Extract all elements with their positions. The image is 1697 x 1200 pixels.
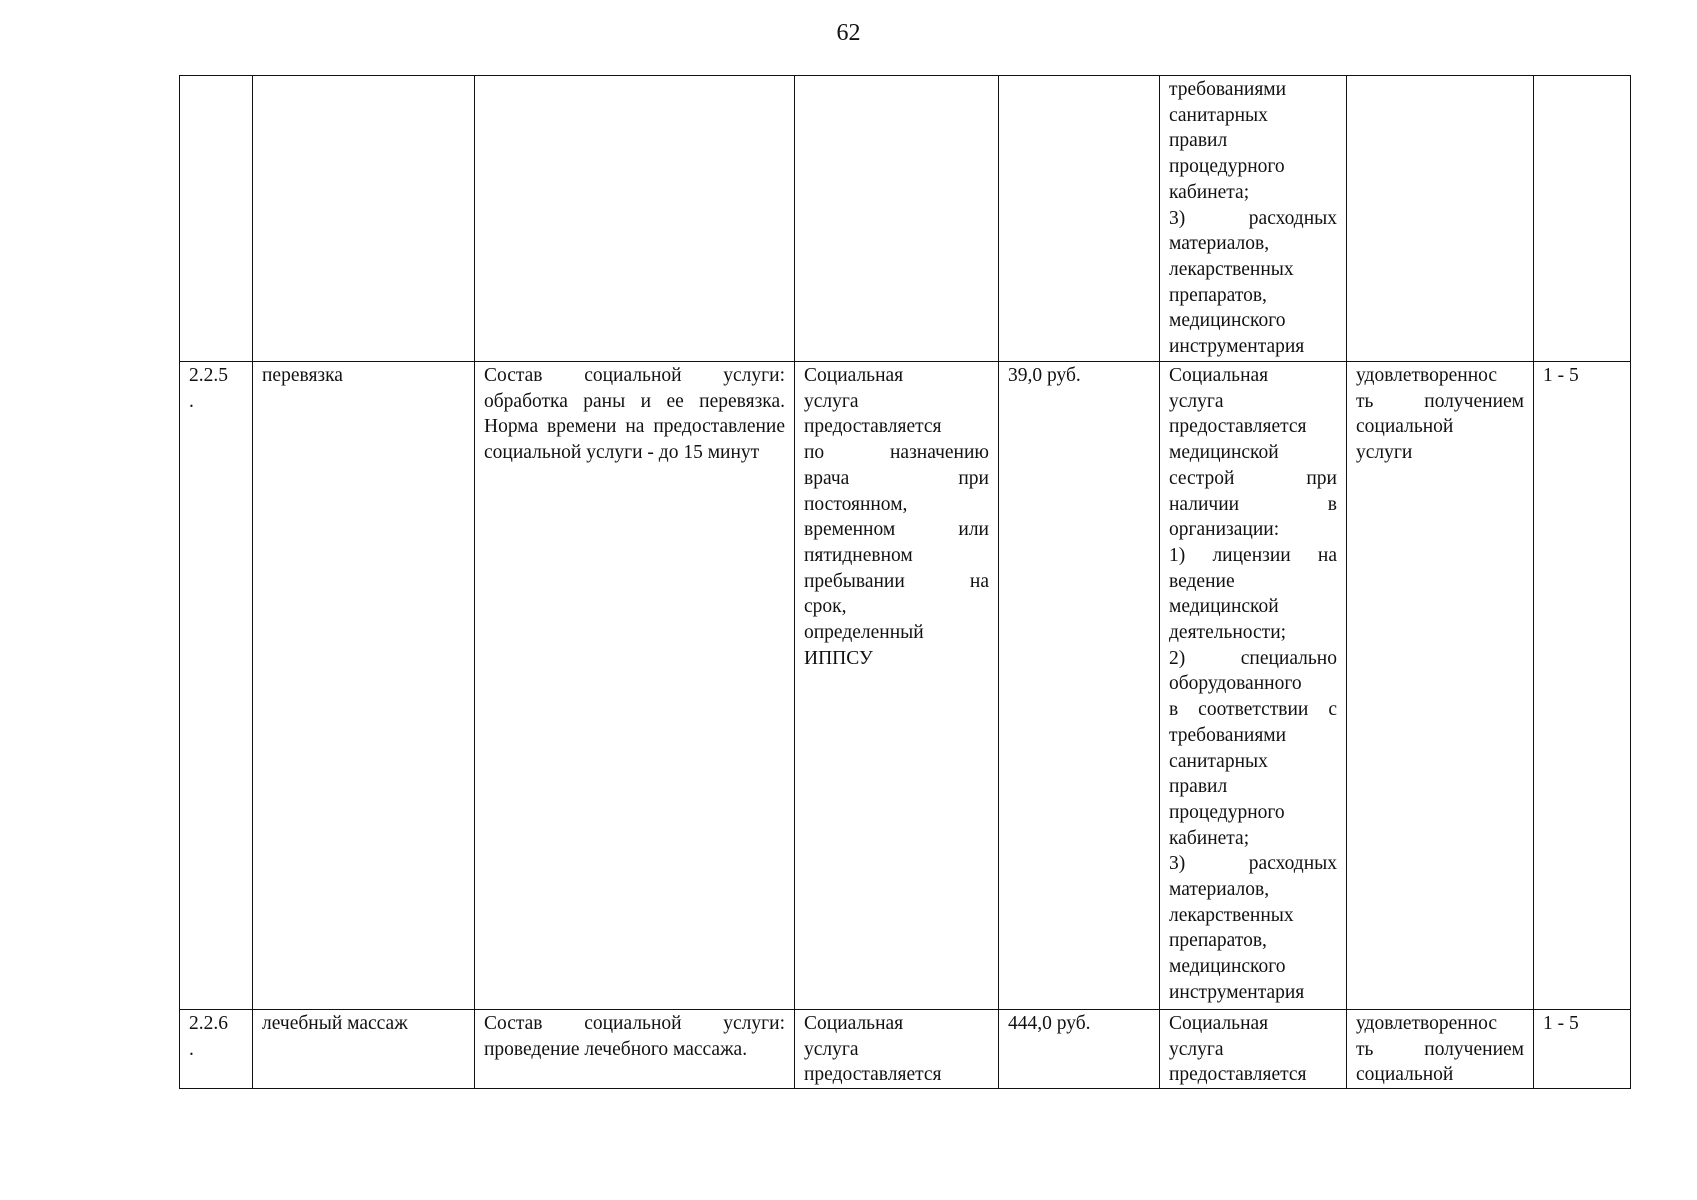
- cell-line: 1) лицензии на: [1169, 544, 1337, 566]
- cell-service-name: [253, 76, 475, 362]
- cell-requirements: [1160, 1010, 1347, 1089]
- cell-conditions: [795, 1010, 999, 1089]
- cell-line: ть получением: [1356, 1038, 1524, 1060]
- cell-line: медицинского: [1169, 956, 1286, 978]
- cell-conditions: [795, 362, 999, 1010]
- cell-line: срок,: [804, 596, 847, 618]
- cell-line: ведение: [1169, 570, 1235, 592]
- cell-line: оборудованного: [1169, 673, 1302, 695]
- cell-service-name: перевязка: [253, 362, 475, 1010]
- cell-line: процедурного: [1169, 801, 1285, 823]
- cell-line: материалов,: [1169, 879, 1270, 901]
- cell-line: медицинской: [1169, 442, 1279, 464]
- cell-line: ть получением: [1356, 390, 1524, 412]
- cell-line: санитарных: [1169, 104, 1268, 126]
- cell-line: 2.2.6: [189, 1013, 228, 1034]
- cell-requirements: [1160, 362, 1347, 1010]
- cell-line: лекарственных: [1169, 258, 1294, 280]
- cell-line: 2.2.5: [189, 365, 228, 386]
- cell-line: удовлетвореннос: [1356, 365, 1498, 386]
- services-table: [179, 75, 1631, 1089]
- cell-line: услуга: [804, 390, 859, 412]
- page-number: 62: [836, 20, 861, 46]
- cell-line: кабинета;: [1169, 181, 1250, 203]
- cell-tariff: 39,0 руб.: [999, 362, 1160, 1010]
- cell-line: предоставляется: [804, 1064, 942, 1086]
- cell-line: 2) специально: [1169, 647, 1337, 669]
- cell-line: процедурного: [1169, 156, 1285, 178]
- cell-line: пятидневном: [804, 544, 913, 566]
- cell-line: удовлетвореннос: [1356, 1013, 1498, 1034]
- cell-line: 3) расходных: [1169, 207, 1337, 229]
- table-row: [180, 362, 1631, 1010]
- cell-line: инструментария: [1169, 981, 1305, 1003]
- cell-content: [475, 76, 795, 362]
- cell-line: услуга: [1169, 1038, 1224, 1060]
- cell-line: Социальная: [1169, 365, 1269, 386]
- cell-line: требованиями: [1169, 79, 1287, 100]
- cell-line: инструментария: [1169, 336, 1305, 358]
- cell-content: Состав социальной услуги: обработка раны и ее перевязка. Норма времени на предоставление социальной услуги - до 15 минут: [475, 362, 795, 1010]
- cell-line: услуга: [804, 1038, 859, 1060]
- cell-number: [180, 362, 253, 1010]
- cell-line: организации:: [1169, 519, 1280, 541]
- cell-line: препаратов,: [1169, 930, 1267, 952]
- cell-line: Социальная: [1169, 1013, 1269, 1034]
- cell-line: материалов,: [1169, 233, 1270, 255]
- cell-rating: 1 - 5: [1534, 1010, 1631, 1089]
- cell-line: услуга: [1169, 390, 1224, 412]
- cell-quality: [1347, 1010, 1534, 1089]
- cell-line: врача при: [804, 467, 989, 489]
- cell-line: постоянном,: [804, 493, 908, 515]
- cell-conditions: [795, 76, 999, 362]
- cell-line: санитарных: [1169, 750, 1268, 772]
- table-row: [180, 1010, 1631, 1089]
- cell-line: наличии в: [1169, 493, 1337, 515]
- cell-quality: [1347, 76, 1534, 362]
- cell-number: [180, 76, 253, 362]
- cell-line: медицинского: [1169, 310, 1286, 332]
- cell-tariff: [999, 76, 1160, 362]
- cell-line: временном или: [804, 519, 989, 541]
- cell-line: Социальная: [804, 365, 904, 386]
- cell-tariff: 444,0 руб.: [999, 1010, 1160, 1089]
- cell-line: кабинета;: [1169, 827, 1250, 849]
- cell-service-name: лечебный массаж: [253, 1010, 475, 1089]
- cell-line: правил: [1169, 130, 1228, 152]
- cell-line: лекарственных: [1169, 904, 1294, 926]
- cell-line: препаратов,: [1169, 284, 1267, 306]
- cell-quality: [1347, 362, 1534, 1010]
- cell-line: социальной: [1356, 1064, 1454, 1086]
- cell-line: сестрой при: [1169, 467, 1337, 489]
- cell-number: [180, 1010, 253, 1089]
- cell-content: Состав социальной услуги: проведение лечебного массажа.: [475, 1010, 795, 1089]
- cell-line: в соответствии с: [1169, 699, 1337, 721]
- cell-line: ИППСУ: [804, 647, 873, 669]
- cell-line: правил: [1169, 776, 1228, 798]
- cell-line: определенный: [804, 622, 924, 644]
- cell-line: по назначению: [804, 442, 989, 464]
- cell-line: .: [189, 1038, 194, 1060]
- cell-line: услуги: [1356, 442, 1413, 464]
- cell-line: пребывании на: [804, 570, 989, 592]
- cell-rating: [1534, 76, 1631, 362]
- cell-line: Социальная: [804, 1013, 904, 1034]
- cell-line: предоставляется: [1169, 416, 1307, 438]
- cell-line: предоставляется: [804, 416, 942, 438]
- cell-line: деятельности;: [1169, 622, 1287, 644]
- cell-line: медицинской: [1169, 596, 1279, 618]
- cell-rating: 1 - 5: [1534, 362, 1631, 1010]
- cell-line: 3) расходных: [1169, 853, 1337, 875]
- cell-line: социальной: [1356, 416, 1454, 438]
- cell-requirements: [1160, 76, 1347, 362]
- cell-line: предоставляется: [1169, 1064, 1307, 1086]
- cell-line: .: [189, 390, 194, 412]
- table-row: [180, 76, 1631, 362]
- cell-line: требованиями: [1169, 724, 1287, 746]
